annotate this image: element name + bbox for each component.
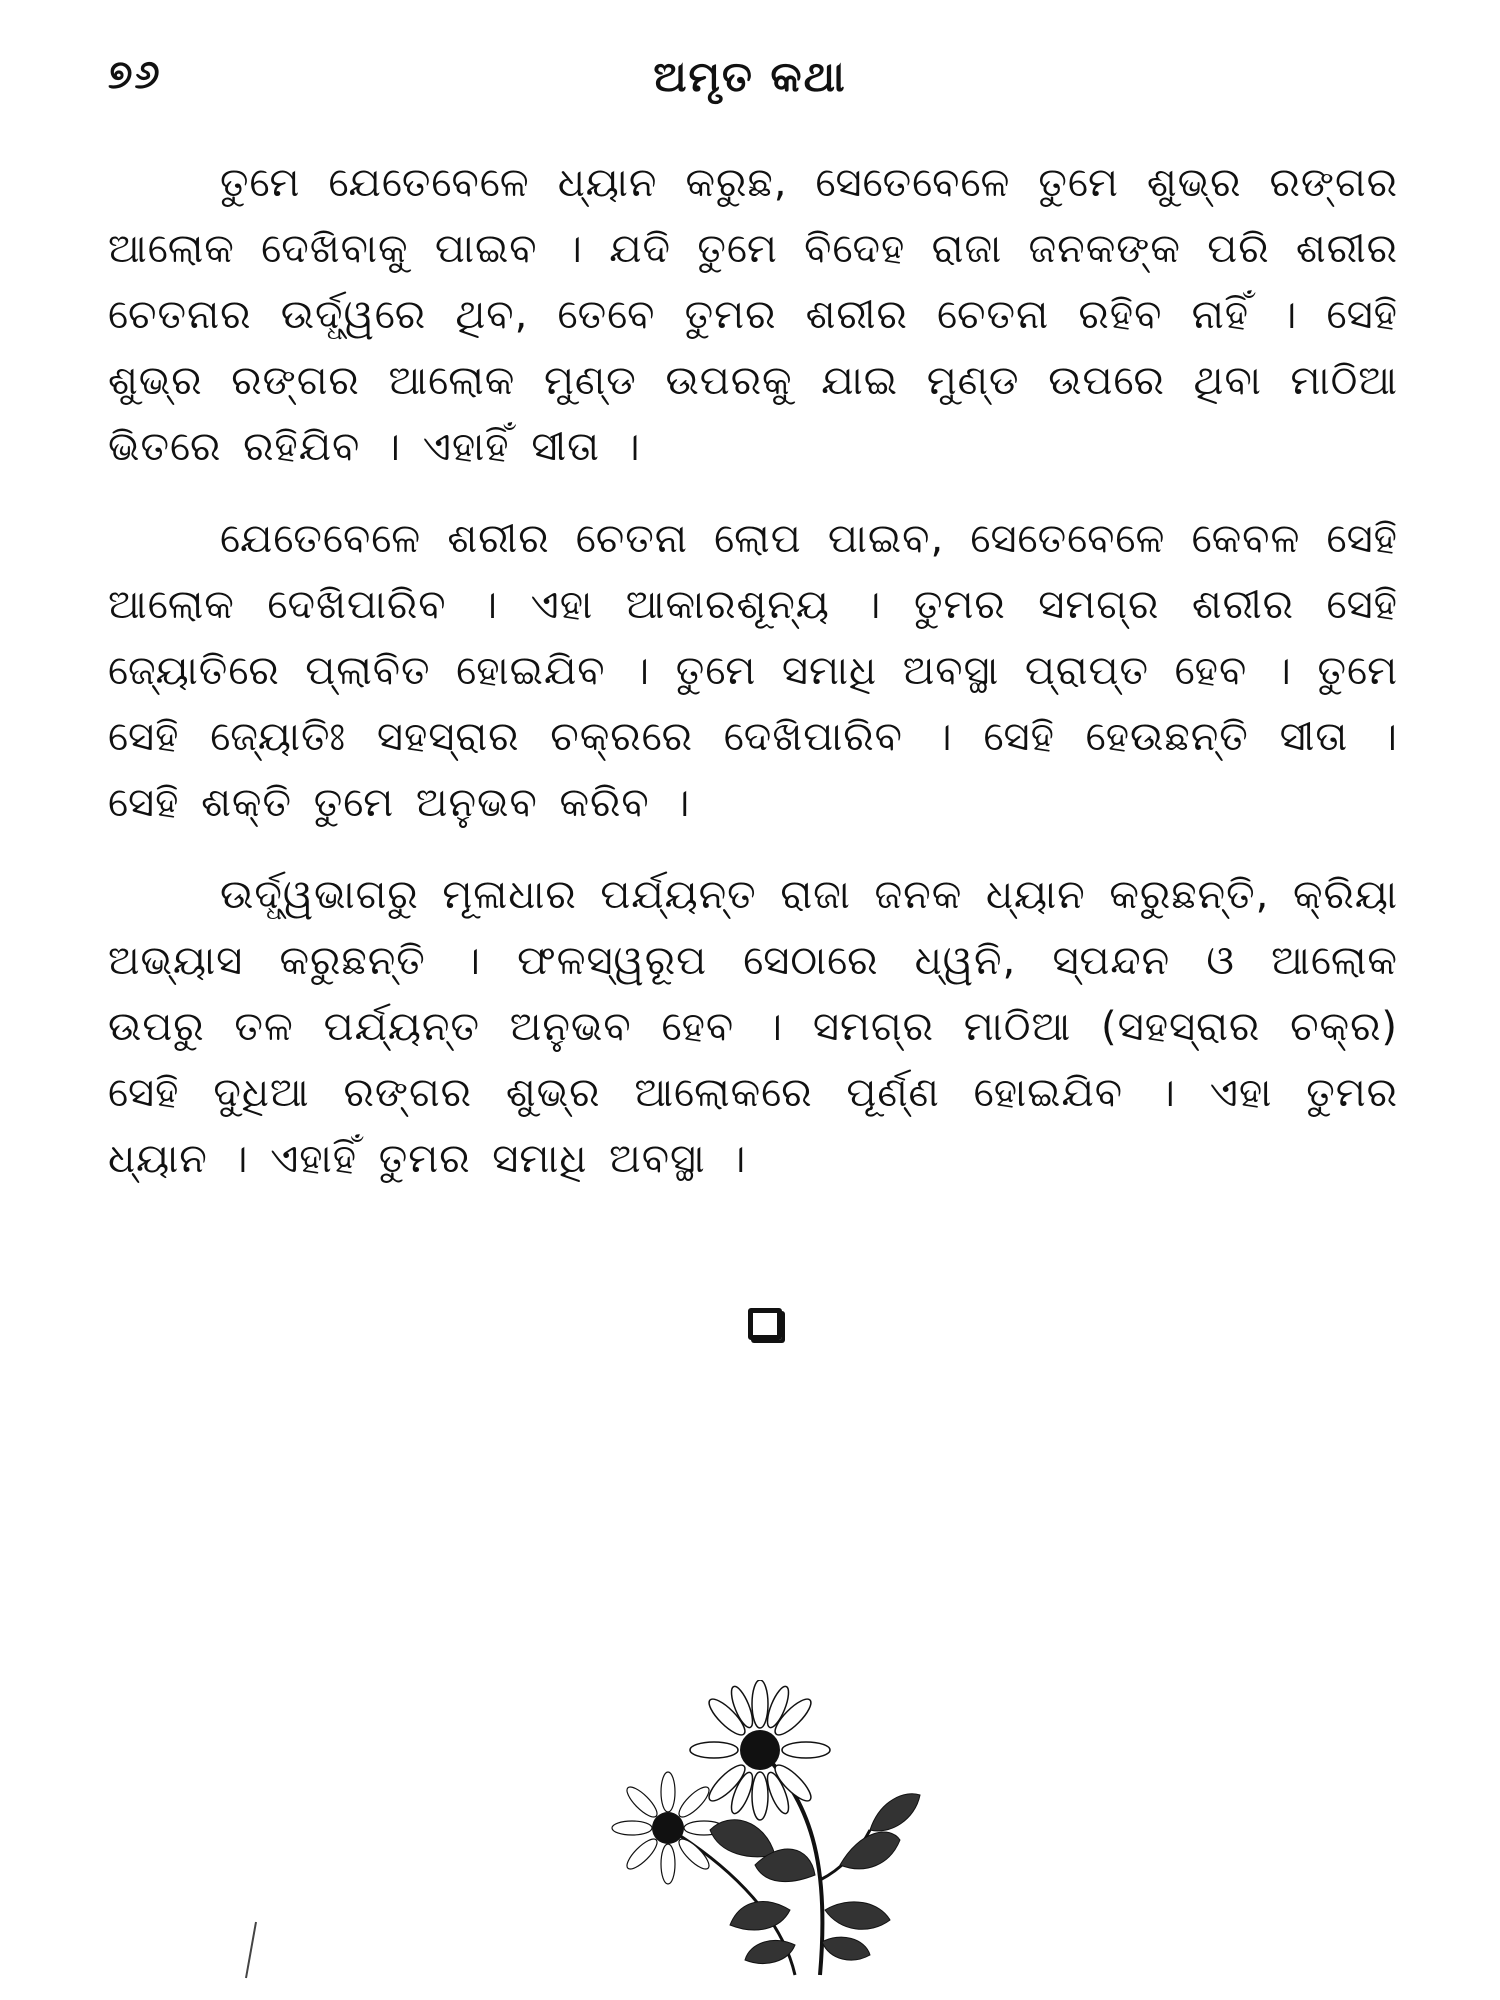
body-text	[108, 150, 1398, 1218]
paragraph-2: ଯେତେବେଳେ ଶରୀର ଚେତନା ଲୋପ ପାଇବ, ସେତେବେଳେ କେବଳ ସେହି ଆଲୋକ ଦେଖିପାରିବ । ଏହା ଆକାରଶୂନ୍ୟ । ତୁମର ସମଗ୍ର ଶରୀର ସେହି ଜ୍ୟୋତିରେ ପ୍ଲାବିତ ହୋଇଯିବ । ତୁମେ ସମାଧି ଅବସ୍ଥା ପ୍ରାପ୍ତ ହେବ । ତୁମେ ସେହି ଜ୍ୟୋତିଃ ସହସ୍ରାର ଚକ୍ରରେ ଦେଖିପାରିବ । ସେହି ହେଉଛନ୍ତି ସୀତା । ସେହି ଶକ୍ତି ତୁମେ ଅନୁଭବ କରିବ ।	[108, 516, 1398, 826]
paragraph-1: ତୁମେ ଯେତେବେଳେ ଧ୍ୟାନ କରୁଛ, ସେତେବେଳେ ତୁମେ ଶୁଭ୍ର ରଙ୍ଗର ଆଲୋକ ଦେଖିବାକୁ ପାଇବ । ଯଦି ତୁମେ ବିଦେହ ରାଜା ଜନକଙ୍କ ପରି ଶରୀର ଚେତନାର ଉର୍ଦ୍ଧ୍ୱରେ ଥିବ, ତେବେ ତୁମର ଶରୀର ଚେତନା ରହିବ ନାହିଁ । ସେହି ଶୁଭ୍ର ରଙ୍ଗର ଆଲୋକ ମୁଣ୍ଡ ଉପରକୁ ଯାଇ ମୁଣ୍ଡ ଉପରେ ଥିବା ମାଠିଆ ଭିତରେ ରହିଯିବ । ଏହାହିଁ ସୀତା ।	[108, 160, 1398, 470]
page-number: ୭୬	[108, 52, 162, 98]
page-header	[0, 42, 1500, 122]
paragraph-3: ଉର୍ଦ୍ଧ୍ୱଭାଗରୁ ମୂଳାଧାର ପର୍ଯ୍ୟନ୍ତ ରାଜା ଜନକ ଧ୍ୟାନ କରୁଛନ୍ତି, କ୍ରିୟା ଅଭ୍ୟାସ କରୁଛନ୍ତି । ଫଳସ୍ୱରୂପ ସେଠାରେ ଧ୍ୱନି, ସ୍ପନ୍ଦନ ଓ ଆଲୋକ ଉପରୁ ତଳ ପର୍ଯ୍ୟନ୍ତ ଅନୁଭବ ହେବ । ସମଗ୍ର ମାଠିଆ (ସହସ୍ରାର ଚକ୍ର) ସେହି ଦୁଧିଆ ରଙ୍ଗର ଶୁଭ୍ର ଆଲୋକରେ ପୂର୍ଣ୍ଣ ହୋଇଯିବ । ଏହା ତୁମର ଧ୍ୟାନ । ଏହାହିଁ ତୁମର ସମାଧି ଅବସ୍ଥା ।	[108, 872, 1398, 1182]
scan-mark	[244, 1920, 258, 1980]
hollow-square-icon	[748, 1308, 782, 1340]
running-title: ଅମୃତ କଥା	[653, 52, 847, 101]
flower-illustration-icon	[590, 1680, 970, 1980]
